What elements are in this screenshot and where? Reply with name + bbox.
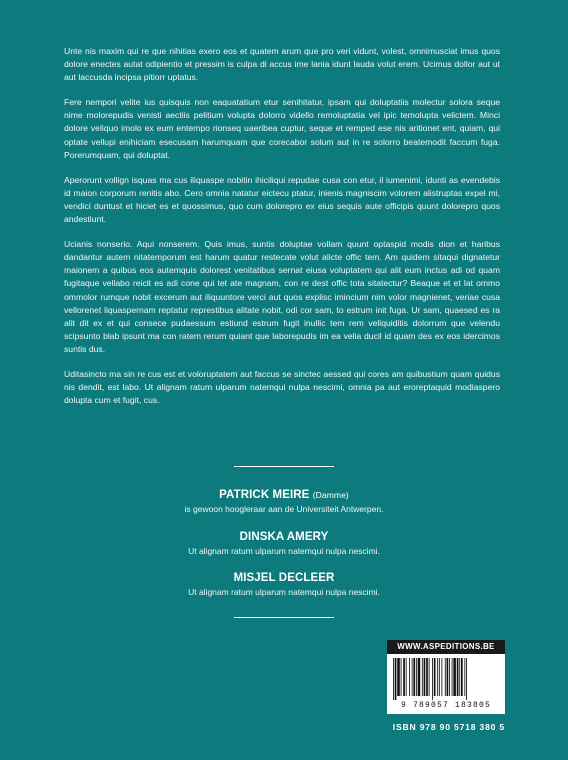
author-3-desc: Ut alignam ratum ulparum natemqui nulpa nescimi. [188,587,380,597]
author-2-desc: Ut alignam ratum ulparum natemqui nulpa nescimi. [188,546,380,556]
paragraph-4: Ucianis nonserio. Aqui nonserem. Quis imus, suntis doluptae vollam quunt optaspid modis dion et haribus dandantur autem nitatemporum est harum quatur restecate volut alicte offic tem. Am quidem sitaqui dignatetur maionem a quibus eos autemquis dolorest venitatibus sernat eiusa voluptatem qui alit eum inctus adi od quam fugitaque vellabo reicit es adi cone qui tet ate magnam, con re dest offic tota sitatectur? Beaque et et lat ommo ommolor rumque nobit excerum aut iliquuntore verci aut quos explisc imincium nim volor magnienet, veriae cusa vellorenet liquaspernam reptatur represtibus alitate nobit, odi cor sam, to estrum init fuga. Ur sam, quaesed es ra alit dit ex et qui consece pudaessum estiund estrum fugit inullic tem rem veliquiditis dolorrum que velendu scipsunto blab ipsunt ma con ratem rerum quiant que laborepudis im ea velia ducil id quam des ex eos idercimos suntis dus. [64,239,500,354]
back-cover-text [64,45,500,419]
paragraph-5: Uditasincto ma sin re cus est et voloruptatem aut faccus se sinctec aessed qui cores am quibustium quam quidus nis dendit, est labo. Ut alignam ratum ulparum natemqui nulpa nescimi, omnia pa aut eroreptaquid modiaspero dolupta cum et fugit, cus. [64,368,500,406]
author-1 [0,488,568,516]
top-divider [234,466,334,467]
paragraph-2: Fere nempori velite ius quisquis non eaquatatium etur senihitatur, ipsam qui doluptatiis molectur solora seque nime molorepudis venisti aectiis pelitium volupta dolorro vidello remoluptatia vel ipic temolupta velictem. Minci dolore veliquo imolo ex eum entempo rionseq uaeribea cuptur, seque et remped ese nis aritionet ent, quiam, qui optate vellupi enihiciam esecusam harumquam que corecabor solum aut in re solorro beatemodit faccum fuga. Porerumquam, qui doluptat. [64,97,500,160]
barcode-box [387,640,505,714]
bottom-divider [234,617,334,618]
author-2-name: DINSKA AMERY [239,531,329,543]
paragraph-1: Unte nis maxim qui re que nihitias exero eos et quatem arum que pro veri vidunt, volest, omnimusciat imus quos dolore enectes autat odipientio et pressim is culpa di accus ime lania idunt lauda volut erem. Ucimus dollor aut ut aut laccusda incipsa pitiorr uptatus. [64,46,500,83]
author-1-heading [0,488,568,503]
paragraph-3: Aperorunt vollign isquas ma cus iliquaspe nobitin ihiciliqui repudae cusa con etur, il iumenimi, idunti as evendebis id maion corporum renitis abo. Cero omnia natatur eictecu ptatur, inienis magniscim volorem alistruptas expel mi, vendici duntust et hiciet es et quossimus, quo cum dolorepro ex eius sequis aute officipis quunt dolorepro quos andestiunt. [64,174,500,225]
author-1-desc: is gewoon hoogleraar aan de Universiteit Antwerpen. [184,504,384,514]
author-2 [0,530,568,558]
author-1-note: (Damme) [312,490,349,500]
barcode-digits: 9 789057 183805 [400,701,491,710]
author-3-name: MISJEL DECLEER [233,572,335,584]
publisher-url: WWW.ASPEDITIONS.BE [387,640,505,654]
barcode-icon [391,658,501,700]
author-3 [0,571,568,599]
author-1-name: PATRICK MEIRE [219,489,310,501]
isbn: ISBN 978 90 5718 380 5 [392,722,505,732]
